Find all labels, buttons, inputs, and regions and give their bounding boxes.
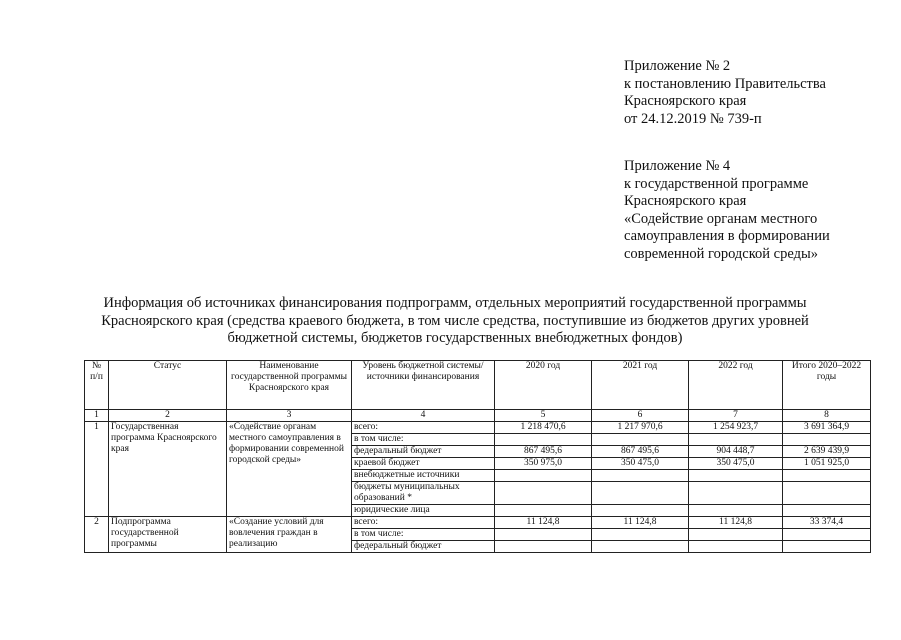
cell-level: в том числе: [352,529,495,541]
cell-2021: 11 124,8 [592,517,689,529]
cell-2022 [689,470,783,482]
row-status: Государственная программа Красноярского края [109,422,227,517]
cell-level: федеральный бюджет [352,446,495,458]
cell-total: 1 051 925,0 [783,458,871,470]
appendix-4-line: «Содействие органам местного [624,210,818,227]
appendix-4-block [624,158,830,263]
column-number: 2 [109,410,227,422]
header-name: Наименование государственной программы Красноярского края [227,361,352,410]
row-program-name: «Создание условий для вовлечения граждан в реализацию [227,517,352,553]
row-program-name: «Содействие органам местного самоуправления в формировании современной городской среды» [227,422,352,517]
cell-level: всего: [352,517,495,529]
cell-2022 [689,482,783,505]
cell-2022 [689,541,783,553]
cell-2021 [592,470,689,482]
cell-total [783,541,871,553]
cell-total [783,470,871,482]
cell-2020 [495,505,592,517]
cell-2022: 904 448,7 [689,446,783,458]
cell-total [783,529,871,541]
cell-2021 [592,541,689,553]
cell-level: юридические лица [352,505,495,517]
appendix-2-line: Приложение № 2 [624,58,731,74]
row-num: 1 [85,422,109,517]
column-number: 1 [85,410,109,422]
cell-2021 [592,482,689,505]
appendix-4-line: самоуправления в формировании [624,228,830,244]
table-row [85,422,871,434]
row-num: 2 [85,517,109,553]
column-number: 3 [227,410,352,422]
cell-total: 3 691 364,9 [783,422,871,434]
header-2022: 2022 год [689,361,783,410]
cell-2022 [689,529,783,541]
cell-total: 2 639 439,9 [783,446,871,458]
cell-2021 [592,529,689,541]
cell-2020: 867 495,6 [495,446,592,458]
header-2021: 2021 год [592,361,689,410]
cell-2022 [689,505,783,517]
cell-level: всего: [352,422,495,434]
column-number: 6 [592,410,689,422]
appendix-4-line: к государственной программе [624,175,809,192]
cell-2020 [495,434,592,446]
appendix-4-line: Красноярского края [624,193,747,209]
cell-2021: 867 495,6 [592,446,689,458]
appendix-4-line: Приложение № 4 [624,158,731,174]
cell-total: 33 374,4 [783,517,871,529]
cell-2020 [495,470,592,482]
cell-2020: 11 124,8 [495,517,592,529]
header-level: Уровень бюджетной системы/источники финансирования [352,361,495,410]
cell-2020 [495,482,592,505]
column-number: 8 [783,410,871,422]
cell-2022: 1 254 923,7 [689,422,783,434]
cell-total [783,482,871,505]
appendix-4-line: современной городской среды» [624,245,818,262]
row-status: Подпрограмма государственной программы [109,517,227,553]
header-status: Статус [109,361,227,410]
appendix-2-line: от 24.12.2019 № 739-п [624,110,762,127]
appendix-2-line: к постановлению Правительства [624,75,826,92]
column-number: 5 [495,410,592,422]
cell-2021: 350 475,0 [592,458,689,470]
header-2020: 2020 год [495,361,592,410]
cell-2022 [689,434,783,446]
cell-level: бюджеты муниципальных образований * [352,482,495,505]
cell-level: краевой бюджет [352,458,495,470]
financing-table [84,360,871,553]
table-header-row [85,361,871,410]
cell-2020 [495,541,592,553]
cell-2021 [592,434,689,446]
column-number: 4 [352,410,495,422]
title-line: Красноярского края (средства краевого бюджета, в том числе средства, поступившие из бюджетов других уровней [101,312,809,329]
header-num: № п/п [85,361,109,410]
column-number: 7 [689,410,783,422]
cell-level: в том числе: [352,434,495,446]
cell-total [783,434,871,446]
cell-level: внебюджетные источники [352,470,495,482]
cell-total [783,505,871,517]
appendix-2-line: Красноярского края [624,93,747,109]
cell-2022: 350 475,0 [689,458,783,470]
header-total: Итого 2020–2022 годы [783,361,871,410]
title-line: бюджетной системы, бюджетов государственных внебюджетных фондов) [227,330,683,346]
cell-2021 [592,505,689,517]
cell-2021: 1 217 970,6 [592,422,689,434]
cell-level: федеральный бюджет [352,541,495,553]
column-number-row [85,410,871,422]
table-row [85,517,871,529]
cell-2020: 1 218 470,6 [495,422,592,434]
title-line: Информация об источниках финансирования подпрограмм, отдельных мероприятий государственной программы [103,295,807,311]
cell-2020 [495,529,592,541]
appendix-2-block [624,58,826,128]
cell-2022: 11 124,8 [689,517,783,529]
document-title [40,295,870,348]
cell-2020: 350 975,0 [495,458,592,470]
